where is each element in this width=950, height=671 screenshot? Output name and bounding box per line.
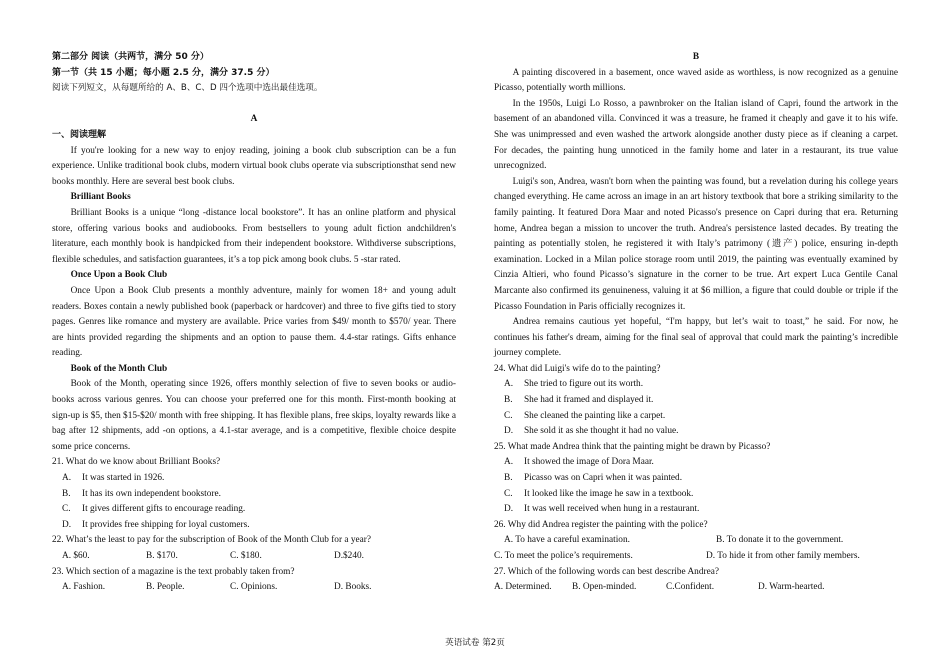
question-21-option-b: B. It has its own independent bookstore. (62, 488, 221, 499)
spacer (52, 97, 456, 113)
left-column (52, 50, 456, 596)
question-22-options (52, 549, 456, 565)
passage-a-letter: A (250, 114, 258, 125)
question-23-option-a: A. Fashion. (62, 582, 106, 593)
question-25-stem: 25. What made Andrea think that the painting might be drawn by Picasso? (494, 441, 771, 452)
question-27-option-b: B. Open-minded. (572, 582, 637, 593)
club-description: Brilliant Books is a unique “long -distance local bookstore”. It has an online platform and physical store, offering various books and audiobooks. From bestsellers to young adult fiction andchildren's literature, each monthly book is handpicked from their independent bookstore. Withdiverse subscriptions, flexible schedules, and satisfaction guarantees, it’s a top pick among book clubs. 5 -star rated. (52, 207, 456, 265)
question-26-options-row1 (494, 533, 898, 549)
question-27-option-a: A. Determined. (494, 582, 552, 593)
category-heading: 一、阅读理解 (52, 129, 107, 140)
question-24-option-b: B. She had it framed and displayed it. (504, 395, 654, 406)
passage-b-paragraph: A painting discovered in a basement, once waved aside as worthless, is now recognized as a genuine Picasso, potentially worth millions. (494, 67, 898, 94)
question-22-option-d: D.$240. (334, 551, 364, 561)
club-name: Once Upon a Book Club (70, 270, 168, 281)
question-26-option-c: C. To meet the police’s requirements. (494, 551, 633, 561)
question-22-option-a: A. $60. (62, 551, 90, 561)
question-24-option-a: A. She tried to figure out its worth. (504, 379, 644, 390)
page-footer: 英语试卷 第2页 (445, 638, 505, 648)
question-23-option-b: B. People. (146, 582, 185, 593)
club-description: Once Upon a Book Club presents a monthly adventure, mainly for women 18+ and young adult readers. Boxes contain a newly published book (paperback or hardcover) and three to five gifts tied to story pages. Genres like romance and mystery are available. Price varies from $49/ month to $570/ year. There are hints provided regarding the shipments and an option to pause them. 4.4-star ratings. Gifts enhance reading. (52, 285, 456, 359)
question-21-stem: 21. What do we know about Brilliant Books? (52, 457, 221, 468)
question-26-options-row2 (494, 549, 898, 565)
question-21-option-a: A. It was started in 1926. (62, 473, 165, 484)
passage-a-intro: If you're looking for a new way to enjoy reading, joining a book club subscription can be a fun experience. Unlike traditional book clubs, modern virtual book clubs operate via subscriptionsthat send new books monthly. Here are several best book clubs. (52, 145, 456, 187)
question-26-stem: 26. Why did Andrea register the painting with the police? (494, 519, 708, 530)
question-25-option-a: A. It showed the image of Dora Maar. (504, 457, 654, 468)
question-23-option-d: D. Books. (334, 582, 372, 593)
question-23-option-c: C. Opinions. (230, 582, 278, 593)
question-26-option-b: B. To donate it to the government. (716, 535, 844, 546)
question-22-option-b: B. $170. (146, 551, 178, 561)
question-24-option-c: C. She cleaned the painting like a carpet. (504, 410, 666, 421)
question-25-option-c: C. It looked like the image he saw in a textbook. (504, 488, 694, 499)
club-description: Book of the Month, operating since 1926, offers monthly selection of five to seven books or audio-books across various genres. You can choose your preferred one for this month. First-month booking at sign-up is $5, then $15-$20/ month with free shipping. It has flexible plans, free skips, loyalty rewards like a bag after 12 shipments, add -on options, a 4.1-star average, and is a competitive, flexible choice despite some price concerns. (52, 379, 456, 452)
question-27-option-c: C.Confident. (666, 582, 715, 593)
question-27-option-d: D. Warm-hearted. (758, 582, 825, 593)
right-column (494, 50, 898, 596)
question-23-stem: 23. Which section of a magazine is the text probably taken from? (52, 566, 295, 577)
passage-b-paragraph: Luigi's son, Andrea, wasn't born when the painting was found, but a revelation during his college years changed everything. He came across an image in an art history textbook that bore a striking similarity to the family painting. It featured Dora Maar and noted Picasso's presence on Capri during that era. Returning home, Andrea began a mission to uncover the truth. Andrea's persistence lasted decades. By treating the painting as potentially stolen, he registered it with Italy’s patrimony (遗产) police, ensuring in-depth examination. Locked in a Milan police storage room until 2019, the painting was eventually examined by Cinzia Altieri, who found Picasso’s signature in the corner to be true. Art expert Luca Gentile Canal Marcante also confirmed its genuineness, valuing it at $6 million, a figure that could double or triple if the Picasso Foundation in Paris officially recognizes it. (494, 176, 898, 312)
passage-b-paragraph: Andrea remains cautious yet hopeful, “I'm happy, but let’s wait to toast,” he said. For now, he continues his father's dream, aiming for the final seal of approval that could mark the painting’s incredible journey complete. (494, 317, 898, 359)
question-25-option-d: D. It was well received when hung in a restaurant. (504, 504, 700, 515)
question-22-option-c: C. $180. (230, 551, 262, 561)
question-27-stem: 27. Which of the following words can best describe Andrea? (494, 566, 719, 577)
passage-b-letter: B (692, 52, 700, 62)
question-25-option-b: B. Picasso was on Capri when it was painted. (504, 473, 683, 484)
question-26-option-a: A. To have a careful examination. (504, 535, 630, 546)
question-26-option-d: D. To hide it from other family members. (706, 551, 860, 561)
club-name: Book of the Month Club (70, 363, 168, 374)
question-23-options (52, 580, 456, 596)
question-21-option-d: D. It provides free shipping for loyal customers. (62, 519, 250, 530)
club-name: Brilliant Books (70, 192, 131, 203)
question-24-option-d: D. She sold it as she thought it had no value. (504, 426, 679, 437)
passage-b-paragraph: In the 1950s, Luigi Lo Rosso, a pawnbroker on the Italian island of Capri, found the artwork in the basement of an abandoned villa. Convinced it was a treasure, he framed it cheaply and gave it to his wife. She was unimpressed and even washed the artwork alongside another dusty piece as if cleaning a carpet. For decades, the painting hung unnoticed in the family home and later in a restaurant, its true value unrecognized. (494, 98, 898, 172)
section-heading: 第一节（共 15 小题；每小题 2.5 分，满分 37.5 分） (52, 67, 275, 78)
question-27-options (494, 580, 898, 596)
question-24-stem: 24. What did Luigi's wife do to the painting? (494, 363, 661, 374)
instruction-text: 阅读下列短文，从每题所给的 A、B、C、D 四个选项中选出最佳选项。 (52, 83, 323, 94)
part-heading: 第二部分 阅读（共两节，满分 50 分） (52, 52, 209, 62)
question-22-stem: 22. What’s the least to pay for the subscription of Book of the Month Club for a year? (52, 535, 371, 546)
question-21-option-c: C. It gives different gifts to encourage reading. (62, 504, 246, 515)
